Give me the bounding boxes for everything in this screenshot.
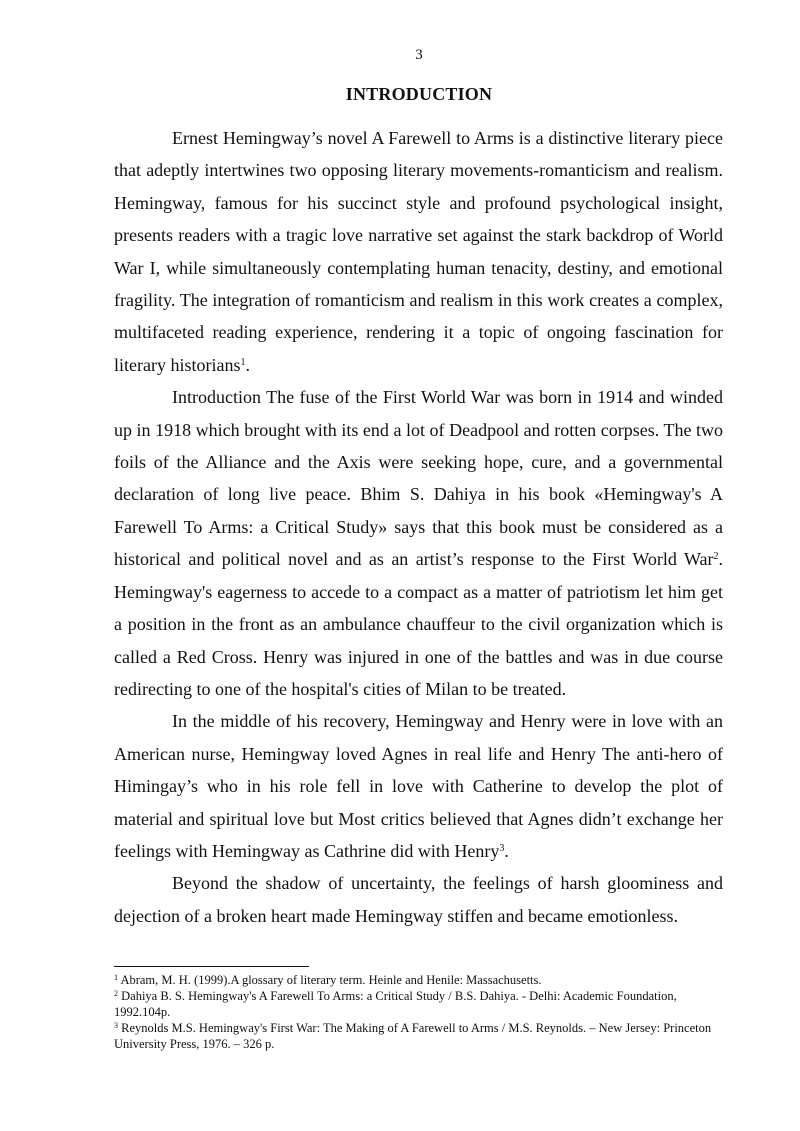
footnote [114, 972, 723, 988]
footnote-reference: 3 [499, 842, 505, 854]
paragraph-text-continued: . [245, 354, 250, 375]
footnote-text: Abram, M. H. (1999).A glossary of literary term. Heinle and Henile: Massachusetts. [120, 973, 542, 987]
footnotes [114, 972, 723, 1052]
footnote [114, 988, 723, 1020]
paragraph [114, 705, 723, 867]
footnote-text: Dahiya B. S. Hemingway's A Farewell To Arms: a Critical Study / B.S. Dahiya. - Delhi: Academic Foundation, 1992.104p. [114, 989, 677, 1019]
footnote-number: 2 [114, 989, 118, 998]
footnote-reference: 2 [713, 551, 719, 563]
footnote-text: Reynolds M.S. Hemingway's First War: The Making of A Farewell to Arms / M.S. Reynolds. – New Jersey: Princeton University Press, 1976. – 326 p. [114, 1021, 712, 1051]
footnote-reference: 1 [240, 356, 246, 368]
paragraph [114, 381, 723, 705]
paragraph-text-continued: . Hemingway's eagerness to accede to a compact as a matter of patriotism let him get a position in the front as an ambulance chauffeur to the civil organization which is called a Red Cross. Henry was injured in one of the battles and was in due course redirecting to one of the hospital's cities of Milan to be treated. [114, 549, 723, 699]
footnote-number: 3 [114, 1021, 118, 1030]
page-number: 3 [415, 47, 423, 63]
section-heading: INTRODUCTION [345, 84, 493, 104]
paragraph [114, 867, 723, 932]
paragraph-text-continued: . [504, 840, 509, 861]
footnote-number: 1 [114, 973, 118, 982]
paragraph-text: In the middle of his recovery, Hemingway and Henry were in love with an American nurse, Hemingway loved Agnes in real life and Henry The anti-hero of Himingay’s who in his role fell in love with Catherine to develop the plot of material and spiritual love but Most critics believed that Agnes didn’t exchange her feelings with Hemingway as Cathrine did with Henry [114, 711, 723, 861]
footnote [114, 1020, 723, 1052]
paragraph [114, 122, 723, 381]
paragraph-text: Beyond the shadow of uncertainty, the feelings of harsh gloominess and dejection of a broken heart made Hemingway stiffen and became emotionless. [114, 873, 723, 926]
paragraph-text: Introduction The fuse of the First World War was born in 1914 and winded up in 1918 which brought with its end a lot of Deadpool and rotten corpses. The two foils of the Alliance and the Axis were seeking hope, cure, and a governmental declaration of long live peace. Bhim S. Dahiya in his book «Hemingway's A Farewell To Arms: a Critical Study» says that this book must be considered as a historical and political novel and as an artist’s response to the First World War [114, 387, 723, 570]
paragraph-text: Ernest Hemingway’s novel A Farewell to Arms is a distinctive literary piece that adeptly intertwines two opposing literary movements-romanticism and realism. Hemingway, famous for his succinct style and profound psychological insight, presents readers with a tragic love narrative set against the stark backdrop of World War I, while simultaneously contemplating human tenacity, destiny, and emotional fragility. The integration of romanticism and realism in this work creates a complex, multifaceted reading experience, rendering it a topic of ongoing fascination for literary historians [114, 128, 723, 375]
footnote-separator [114, 966, 309, 967]
body-text [114, 122, 723, 932]
